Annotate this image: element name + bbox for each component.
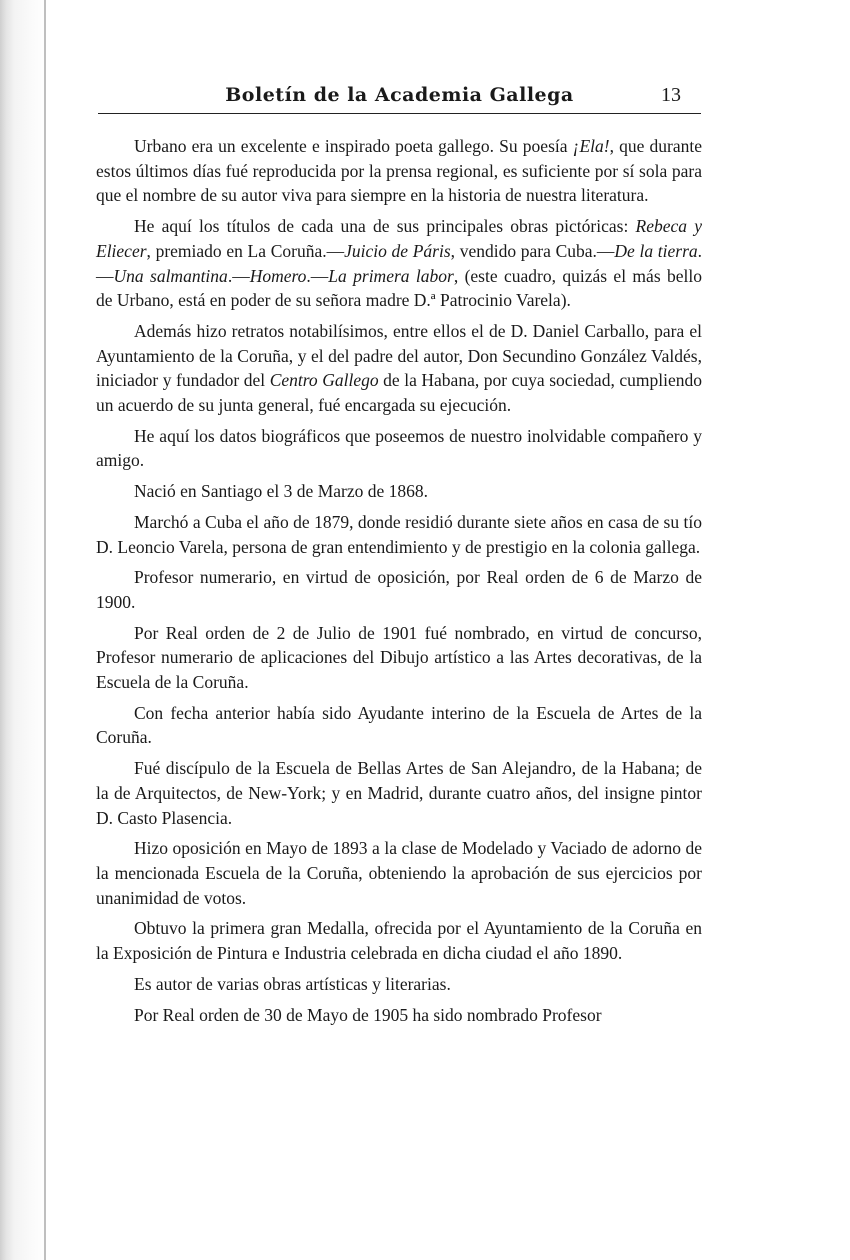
paragraph-cuba: Marchó a Cuba el año de 1879, donde residió durante siete años en casa de su tío D. Leoncio Varela, persona de gran entendimiento y de prestigio en la colonia gallega. <box>96 511 702 557</box>
paragraph-portraits: Además hizo retratos notabilísimos, entre ellos el de D. Daniel Carballo, para el Ayuntamiento de la Coruña, y el del padre del autor, Don Secundino González Valdés, iniciador y fundador del Centro Gallego de la Habana, por cuya sociedad, cumpliendo un acuerdo de su junta general, fué encargada su ejecución. <box>96 320 702 416</box>
paragraph-assistant: Con fecha anterior había sido Ayudante interino de la Escuela de Artes de la Coruña. <box>96 702 702 748</box>
journal-title: Boletín de la Academia Gallega <box>225 84 574 106</box>
paragraph-opposition-1893: Hizo oposición en Mayo de 1893 a la clase de Modelado y Vaciado de adorno de la mencionada Escuela de la Coruña, obteniendo la aprobación de sus ejercicios por unanimidad de votos. <box>96 838 702 908</box>
running-head <box>98 82 701 114</box>
paragraph-professor-1900: Profesor numerario, en virtud de oposición, por Real orden de 6 de Marzo de 1900. <box>96 567 702 612</box>
paragraph-author-works: Es autor de varias obras artísticas y literarias. <box>134 973 451 994</box>
text-body <box>96 134 702 1033</box>
paragraph-appointment-1901: Por Real orden de 2 de Julio de 1901 fué nombrado, en virtud de concurso, Profesor numerario de aplicaciones del Dibujo artístico a las Artes decorativas, de la Escuela de la Coruña. <box>96 622 702 693</box>
paragraph-biographical-intro: He aquí los datos biográficos que poseemos de nuestro inolvidable compañero y amigo. <box>96 425 702 471</box>
paragraph-birth: Nació en Santiago el 3 de Marzo de 1868. <box>134 481 429 502</box>
page-number: 13 <box>661 84 681 106</box>
paragraph-appointment-1905: Por Real orden de 30 de Mayo de 1905 ha sido nombrado Profesor <box>134 1004 602 1025</box>
header-rule <box>98 113 701 114</box>
paragraph-ela-poem: Urbano era un excelente e inspirado poeta gallego. Su poesía ¡Ela!, que durante estos últimos días fué reproducida por la prensa regional, es suficiente por sí sola para que el nombre de su autor viva para siempre en la historia de nuestra literatura. <box>96 136 702 206</box>
paragraph-pictorial-works: He aquí los títulos de cada una de sus principales obras pictóricas: Rebeca y Eliecer, premiado en La Coruña.—Juicio de Páris, vendido para Cuba.—De la tierra.—Una salmantina.—Homero.—La primera labor, (este cuadro, quizás el más bello de Urbano, está en poder de su señora madre D.ª Patrocinio Varela). <box>96 216 703 311</box>
page-binding-edge <box>44 0 46 1260</box>
page-binding-shadow <box>0 0 46 1260</box>
paragraph-studies: Fué discípulo de la Escuela de Bellas Artes de San Alejandro, de la Habana; de la de Arquitectos, de New-York; y en Madrid, durante cuatro años, del insigne pintor D. Casto Plasencia. <box>96 758 702 828</box>
paragraph-medal-1890: Obtuvo la primera gran Medalla, ofrecida por el Ayuntamiento de la Coruña en la Exposición de Pintura e Industria celebrada en dicha ciudad el año 1890. <box>96 918 702 964</box>
